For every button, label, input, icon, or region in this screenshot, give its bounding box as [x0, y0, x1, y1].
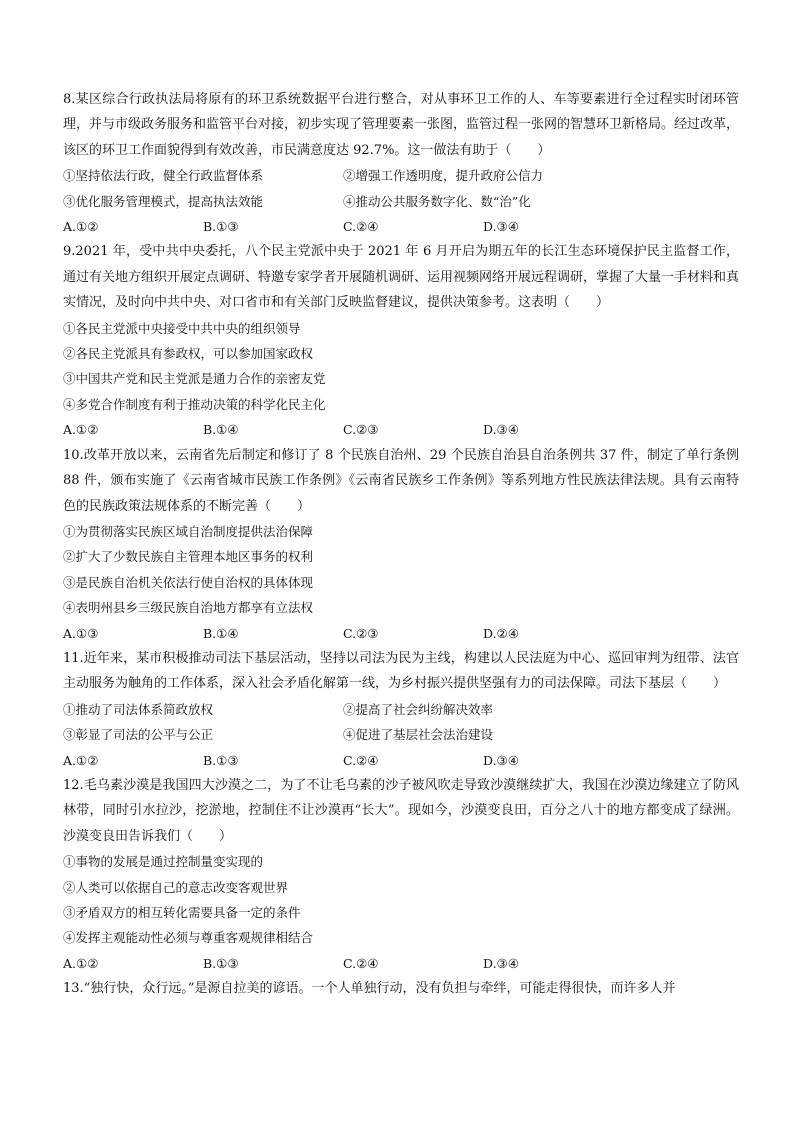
- choice-d: D.③④: [483, 752, 519, 768]
- choice-d: D.③④: [483, 955, 519, 971]
- statement: ③彰显了司法的公平与公正: [63, 727, 214, 743]
- statement: ④表明州县乡三级民族自治地方都享有立法权: [63, 600, 314, 616]
- exam-page: [63, 87, 739, 1002]
- question-stem: 13.“独行快，众行远。”是源自拉美的谚语。一个人单独行动，没有负担与牵绊，可能走得很快，而许多人并: [63, 981, 676, 997]
- choice-c: C.②③: [343, 625, 379, 641]
- choice-row: [63, 748, 739, 773]
- question-9: [63, 239, 739, 442]
- statement: ②增强工作透明度，提升政府公信力: [343, 168, 544, 184]
- choice-b: B.①③: [203, 752, 239, 768]
- statement: ④多党合作制度有利于推动决策的科学化民主化: [63, 396, 326, 412]
- statement-row: [63, 163, 739, 188]
- choice-a: A.①②: [63, 752, 99, 768]
- choice-b: B.①④: [203, 422, 239, 438]
- choice-b: B.①③: [203, 219, 239, 235]
- choice-b: B.①③: [203, 955, 239, 971]
- statement: ④推动公共服务数字化、数“治”化: [343, 193, 531, 209]
- statement: ①事物的发展是通过控制量变实现的: [63, 854, 264, 870]
- statement: ①各民主党派中央接受中共中央的组织领导: [63, 320, 301, 336]
- choice-c: C.②④: [343, 219, 379, 235]
- question-stem: 12.毛乌素沙漠是我国四大沙漠之二，为了不让毛乌素的沙子被风吹走导致沙漠继续扩大，我国在沙漠边缘建立了防风林带，同时引水拉沙，挖淤地，控制住不让沙漠再“长大”。现如今，沙漠变良田，百分之八十的地方都变成了绿洲。沙漠变良田告诉我们（ ）: [63, 777, 739, 844]
- choice-b: B.①④: [203, 625, 239, 641]
- statement: ②扩大了少数民族自主管理本地区事务的权利: [63, 549, 314, 565]
- statement: ④发挥主观能动性必须与尊重客观规律相结合: [63, 930, 314, 946]
- question-11: [63, 646, 739, 773]
- choice-a: A.①②: [63, 422, 99, 438]
- question-stem: 10.改革开放以来，云南省先后制定和修订了 8 个民族自治州、29 个民族自治县自治条例共 37 件，制定了单行条例 88 件，颁布实施了《云南省城市民族工作条例》《云南省民族乡工作条例》等系列地方性民族法律法规。具有云南特色的民族政策法规体系的不断完善（ ）: [63, 447, 739, 514]
- statement: ③矛盾双方的相互转化需要具备一定的条件: [63, 905, 301, 920]
- choice-c: C.②④: [343, 752, 379, 768]
- choice-row: [63, 417, 739, 442]
- statement-row: [63, 189, 739, 214]
- statement: ②各民主党派具有参政权，可以参加国家政权: [63, 346, 314, 362]
- question-10: [63, 443, 739, 646]
- choice-d: D.③④: [483, 422, 519, 438]
- choice-c: C.②④: [343, 955, 379, 971]
- choice-a: A.①②: [63, 955, 99, 971]
- choice-row: [63, 621, 739, 646]
- choice-a: A.①③: [63, 625, 99, 641]
- choice-c: C.②③: [343, 422, 379, 438]
- choice-row: [63, 214, 739, 239]
- question-8: [63, 87, 739, 239]
- statement: ①为贯彻落实民族区域自治制度提供法治保障: [63, 523, 314, 539]
- statement-row: [63, 697, 739, 722]
- choice-d: D.②④: [483, 625, 519, 641]
- question-12: [63, 773, 739, 976]
- question-13: [63, 976, 739, 1001]
- statement: ③优化服务管理模式，提高执法效能: [63, 193, 264, 209]
- choice-a: A.①②: [63, 219, 99, 235]
- statement: ④促进了基层社会法治建设: [343, 727, 494, 743]
- statement: ①坚持依法行政，健全行政监督体系: [63, 168, 264, 184]
- choice-d: D.③④: [483, 219, 519, 235]
- statement: ①推动了司法体系简政放权: [63, 701, 214, 717]
- statement: ②人类可以依据自己的意志改变客观世界: [63, 879, 289, 895]
- statement: ③是民族自治机关依法行使自治权的具体体现: [63, 574, 314, 590]
- statement: ②提高了社会纠纷解决效率: [343, 701, 494, 717]
- choice-row: [63, 951, 739, 976]
- question-stem: 9.2021 年，受中共中央委托，八个民主党派中央于 2021 年 6 月开启为期五年的长江生态环境保护民主监督工作，通过有关地方组织开展定点调研、特邀专家学者开展随机调研、运用视频网络开展远程调研，掌握了大量一手材料和真实情况，及时向中共中央、对口省市和有关部门反映监督建议，提供决策参考。这表明（ ）: [63, 244, 740, 311]
- statement: ③中国共产党和民主党派是通力合作的亲密友党: [63, 371, 326, 387]
- question-stem: 11.近年来，某市积极推动司法下基层活动，坚持以司法为民为主线，构建以人民法庭为中心、巡回审判为纽带、法官主动服务为触角的工作体系，深入社会矛盾化解第一线，为乡村振兴提供坚强有力的司法保障。司法下基层（ ）: [63, 650, 739, 692]
- statement-row: [63, 722, 739, 747]
- question-stem: 8.某区综合行政执法局将原有的环卫系统数据平台进行整合，对从事环卫工作的人、车等要素进行全过程实时闭环管理，并与市级政务服务和监管平台对接，初步实现了管理要素一张图，监管过程一张网的智慧环卫新格局。经过改革，该区的环卫工作面貌得到有效改善，市民满意度达 92.7%。这一做法有助于（ ）: [63, 92, 740, 158]
